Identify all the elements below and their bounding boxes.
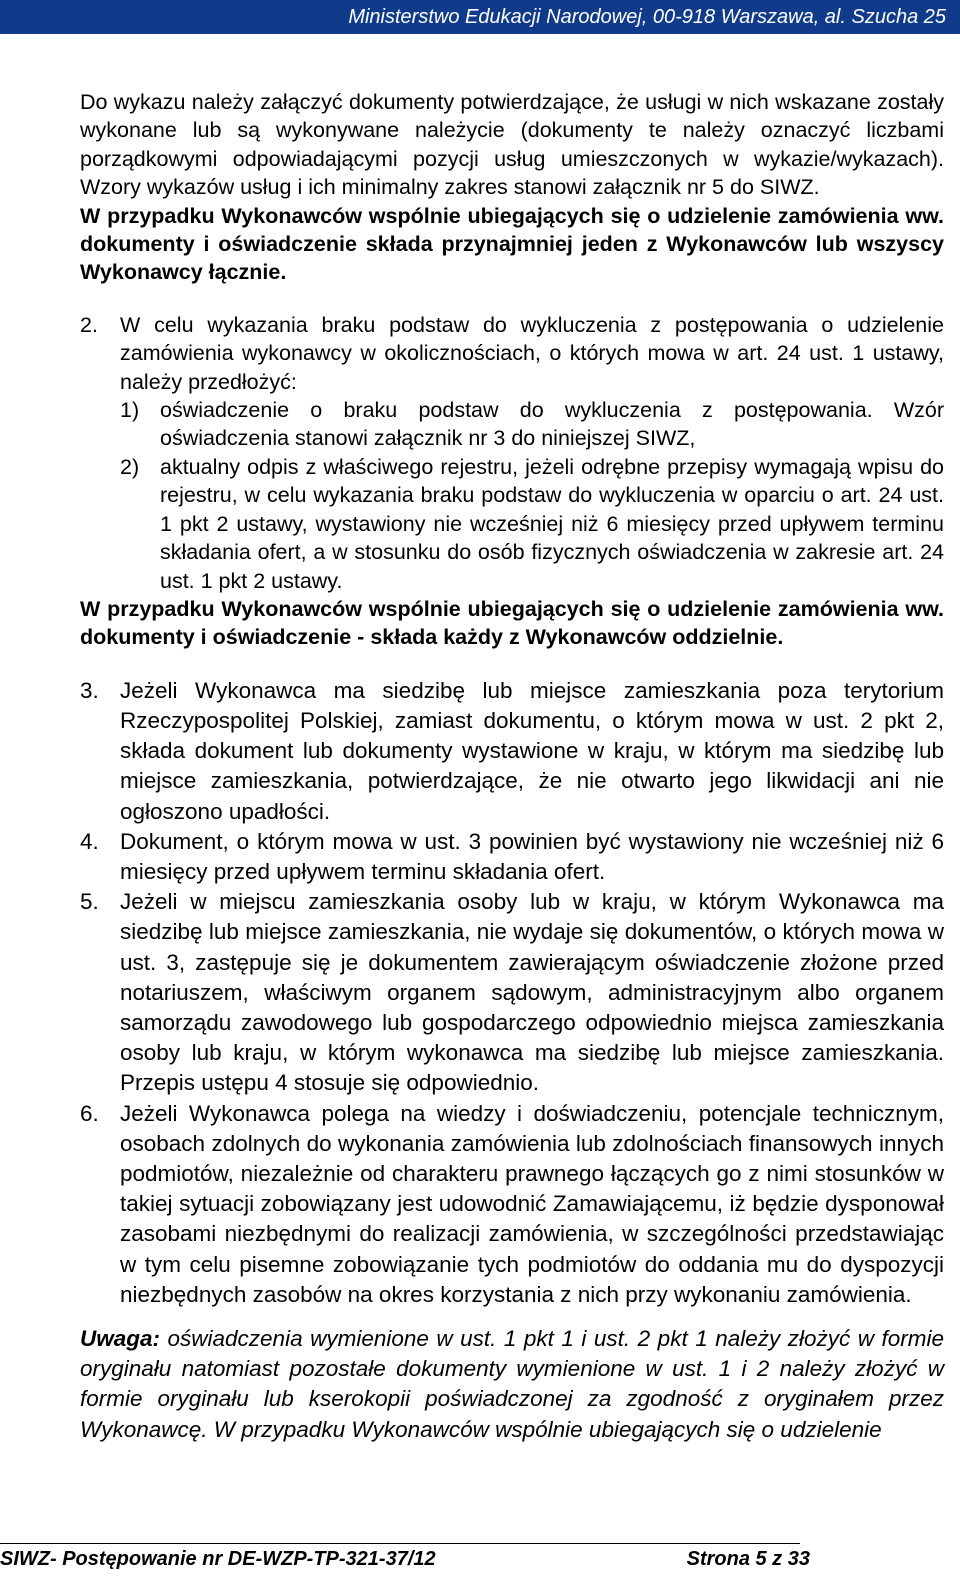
list-item (120, 396, 944, 453)
section-number: 2. (80, 312, 98, 337)
list-item-text: Dokument, o którym mowa w ust. 3 powinien być wystawiony nie wcześniej niż 6 miesięcy przed upływem terminu składania ofert. (120, 828, 944, 884)
section-2-heading (80, 311, 944, 396)
note-label: Uwaga: (80, 1325, 161, 1351)
list-item-text: Jeżeli Wykonawca ma siedzibę lub miejsce zamieszkania poza terytorium Rzeczypospolitej Polskiej, zamiast dokumentu, o którym mowa w ust. 2 pkt 2, składa dokument lub dokumenty wystawione w kraju, w którym ma siedzibę lub miejsce zamieszkania, potwierdzające, że nie otwarto jego likwidacji ani nie ogłoszono upadłości. (120, 677, 944, 824)
list-item (120, 453, 944, 595)
list-item (80, 827, 944, 887)
spacer (80, 287, 944, 311)
list-item-number: 6. (80, 1100, 99, 1126)
note-paragraph (80, 1324, 944, 1445)
page-number: Strona 5 z 33 (686, 1548, 810, 1570)
list-item-text: Jeżeli Wykonawca polega na wiedzy i doświadczeniu, potencjale technicznym, osobach zdolnych do wykonania zamówienia lub zdolnościach finansowych innych podmiotów, niezależnie od charakteru prawnego łączących go z nimi stosunków w takiej sytuacji zobowiązany jest udowodnić Zamawiającemu, iż będzie dysponował zasobami niezbędnymi do realizacji zamówienia, w szczególności przedstawiając w tym celu pisemne zobowiązanie tych podmiotów do oddania mu do dyspozycji niezbędnych zasobów na okres korzystania z nich przy wykonaniu zamówienia. (120, 1100, 944, 1307)
footer-divider (0, 1543, 800, 1544)
list-item (80, 676, 944, 827)
list-item-text: aktualny odpis z właściwego rejestru, jeżeli odrębne przepisy wymagają wpisu do rejestru, w celu wykazania braku podstaw do wykluczenia w oparciu o art. 24 ust. 1 pkt 2 ustawy, wystawiony nie wcześniej niż 6 miesięcy przed upływem terminu składania ofert, a w stosunku do osób fizycznych oświadczenia w zakresie art. 24 ust. 1 pkt 2 ustawy. (160, 454, 944, 593)
section-text: W celu wykazania braku podstaw do wykluczenia z postępowania o udzielenie zamówienia wykonawcy w okolicznościach, o których mowa w art. 24 ust. 1 ustawy, należy przedłożyć: (120, 312, 944, 394)
footer-reference: SIWZ- Postępowanie nr DE-WZP-TP-321-37/12 (0, 1548, 436, 1570)
spacer (80, 652, 944, 676)
list-item-number: 1) (120, 398, 140, 423)
list-item (80, 1099, 944, 1310)
list-item-number: 2) (120, 454, 140, 479)
section-2-bold-note: W przypadku Wykonawców wspólnie ubiegających się o udzielenie zamówienia ww. dokumenty i oświadczenie - składa każdy z Wykonawców oddzielnie. (80, 596, 944, 650)
list-item-number: 4. (80, 828, 99, 854)
points-list (80, 676, 944, 1310)
intro-paragraph: Do wykazu należy załączyć dokumenty potwierdzające, że usługi w nich wskazane zostały wykonane lub są wykonywane należycie (dokumenty te należy oznaczyć liczbami porządkowymi odpowiadającymi pozycji usług umieszczonych w wykazie/wykazach). Wzory wykazów usług i ich minimalny zakres stanowi załącznik nr 5 do SIWZ. (80, 90, 944, 200)
note-text: oświadczenia wymienione w ust. 1 pkt 1 i ust. 2 pkt 1 należy złożyć w formie oryginału natomiast pozostałe dokumenty wymienione w ust. 1 i 2 należy złożyć w formie oryginału lub kserokopii poświadczonej za zgodność z oryginałem przez Wykonawcę. W przypadku Wykonawców wspólnie ubiegających się o udzielenie (80, 1325, 944, 1442)
list-item-text: oświadczenie o braku podstaw do wykluczenia z postępowania. Wzór oświadczenia stanowi załącznik nr 3 do niniejszej SIWZ, (160, 398, 944, 451)
section-2-list (120, 396, 944, 595)
page-header: Ministerstwo Edukacji Narodowej, 00-918 Warszawa, al. Szucha 25 (0, 0, 960, 34)
spacer (80, 1310, 944, 1324)
list-item (80, 887, 944, 1098)
section-2 (80, 311, 944, 652)
list-item-number: 5. (80, 889, 99, 915)
list-item-number: 3. (80, 677, 99, 703)
document-body (80, 88, 944, 1445)
intro-bold-note: W przypadku Wykonawców wspólnie ubiegających się o udzielenie zamówienia ww. dokumenty i oświadczenie składa przynajmniej jeden z Wykonawców lub wszyscy Wykonawcy łącznie. (80, 203, 944, 285)
list-item-text: Jeżeli w miejscu zamieszkania osoby lub w kraju, w którym Wykonawca ma siedzibę lub miejsce zamieszkania, nie wydaje się dokumentów, o których mowa w ust. 3, zastępuje się je dokumentem zawierającym oświadczenie złożone przed notariuszem, właściwym organem sądowym, administracyjnym albo organem samorządu zawodowego lub gospodarczego odpowiednio miejsca zamieszkania osoby lub kraju, w którym wykonawca ma siedzibę lub miejsce zamieszkania. Przepis ustępu 4 stosuje się odpowiednio. (120, 889, 944, 1096)
